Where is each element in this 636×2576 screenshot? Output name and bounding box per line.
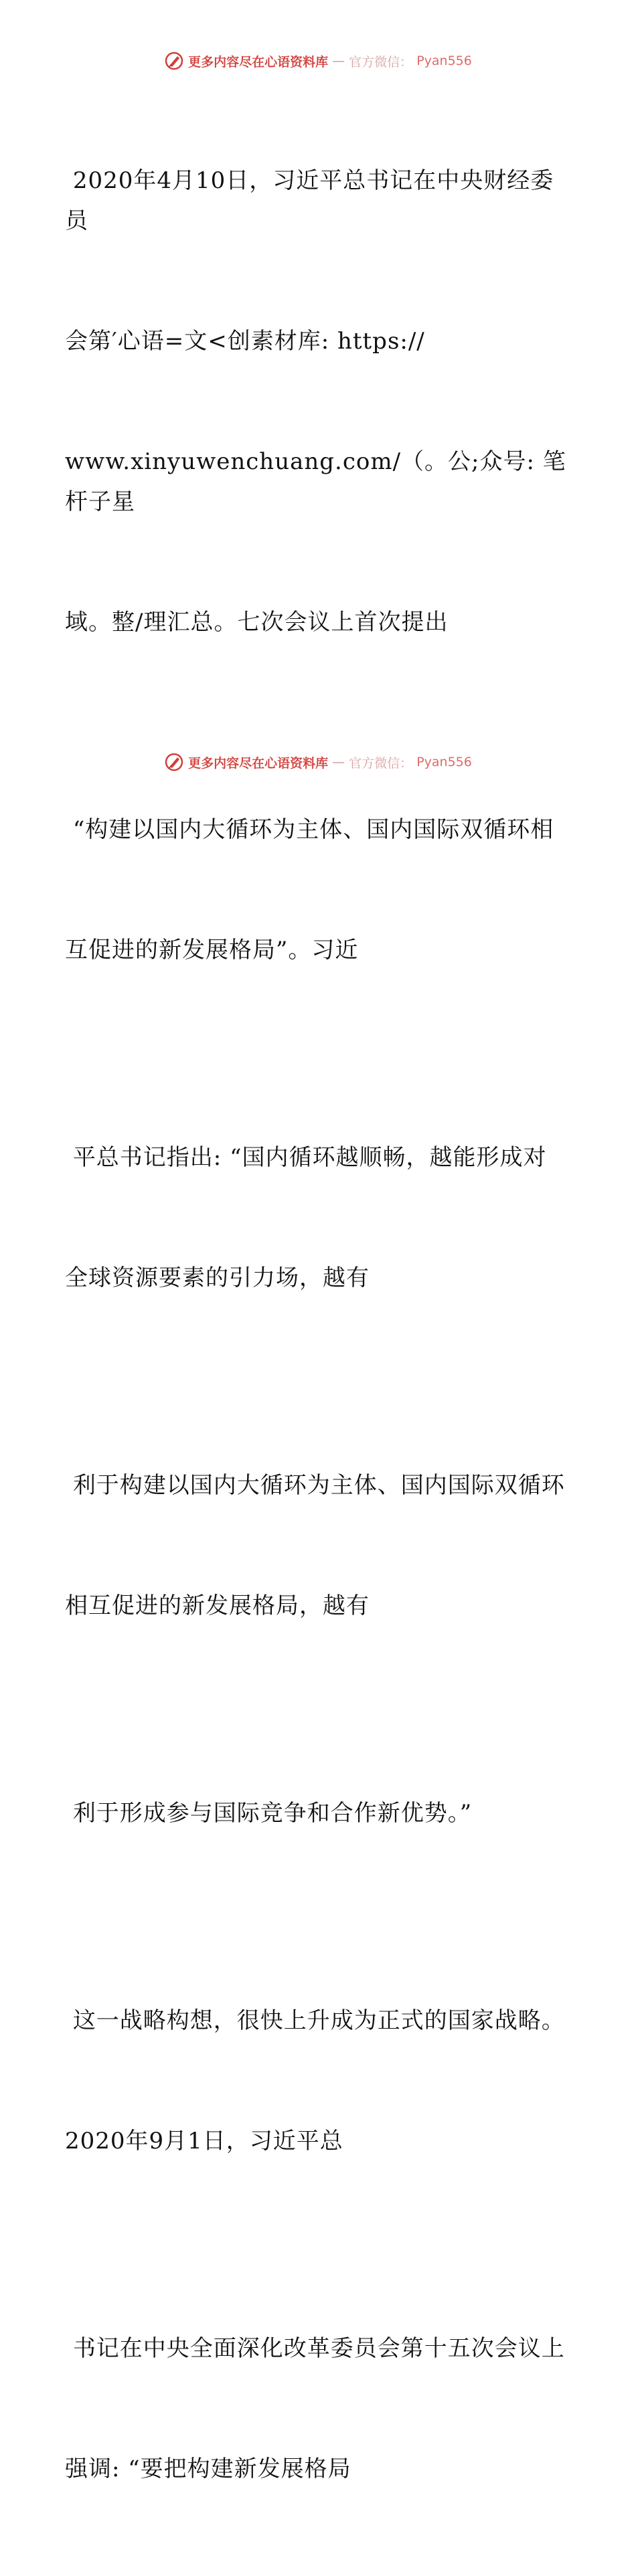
watermark-official-label: 官方微信： <box>349 54 413 70</box>
document-body <box>65 80 574 2576</box>
watermark-dash: — <box>332 755 345 769</box>
text-line: 互促进的新发展格局”。习近 <box>65 937 359 963</box>
text-line: 全球资源要素的引力场，越有 <box>65 1265 370 1291</box>
paragraph <box>65 1920 574 2241</box>
text-line: 这一战略构想，很快上升成为正式的国家战略。 <box>65 2007 565 2034</box>
paragraph <box>65 2248 574 2569</box>
text-line: 2020年9月1日，习近平总 <box>65 2128 343 2154</box>
watermark-official-label: 官方微信： <box>349 755 413 771</box>
watermark-wechat-id: Pyan556 <box>416 755 472 769</box>
header-watermark <box>0 51 636 71</box>
footer-watermark <box>0 752 636 772</box>
paragraph <box>65 729 574 1050</box>
watermark-dash: — <box>332 54 345 68</box>
text-line: 利于构建以国内大循环为主体、国内国际双循环 <box>65 1472 565 1499</box>
text-line: 书记在中央全面深化改革委员会第十五次会议上 <box>65 2335 565 2362</box>
text-line: 域。整/理汇总。七次会议上首次提出 <box>65 609 449 636</box>
text-line: 2020年4月10日，习近平总书记在中央财经委员 <box>65 167 554 234</box>
text-line: www.xinyuwenchuang.com/（。公;众号: 笔杆子星 <box>65 448 566 515</box>
watermark-main-text: 更多内容尽在心语资料库 <box>188 54 329 70</box>
text-line: 平总书记指出: “国内循环越顺畅，越能形成对 <box>65 1144 547 1171</box>
paragraph <box>65 1385 574 1706</box>
text-line: 相互促进的新发展格局，越有 <box>65 1592 370 1619</box>
pen-logo-icon <box>164 752 184 772</box>
paragraph <box>65 1713 574 1914</box>
paragraph <box>65 1057 574 1378</box>
watermark-wechat-id: Pyan556 <box>416 54 472 68</box>
watermark-main-text: 更多内容尽在心语资料库 <box>188 755 329 771</box>
text-line: “构建以国内大循环为主体、国内国际双循环相 <box>65 816 554 843</box>
text-line: 会第′心语=文<创素材库: https:// <box>65 328 425 355</box>
text-line: 强调: “要把构建新发展格局 <box>65 2456 351 2482</box>
paragraph <box>65 80 574 723</box>
text-line: 利于形成参与国际竞争和合作新优势。” <box>65 1800 473 1827</box>
pen-logo-icon <box>164 51 184 71</box>
